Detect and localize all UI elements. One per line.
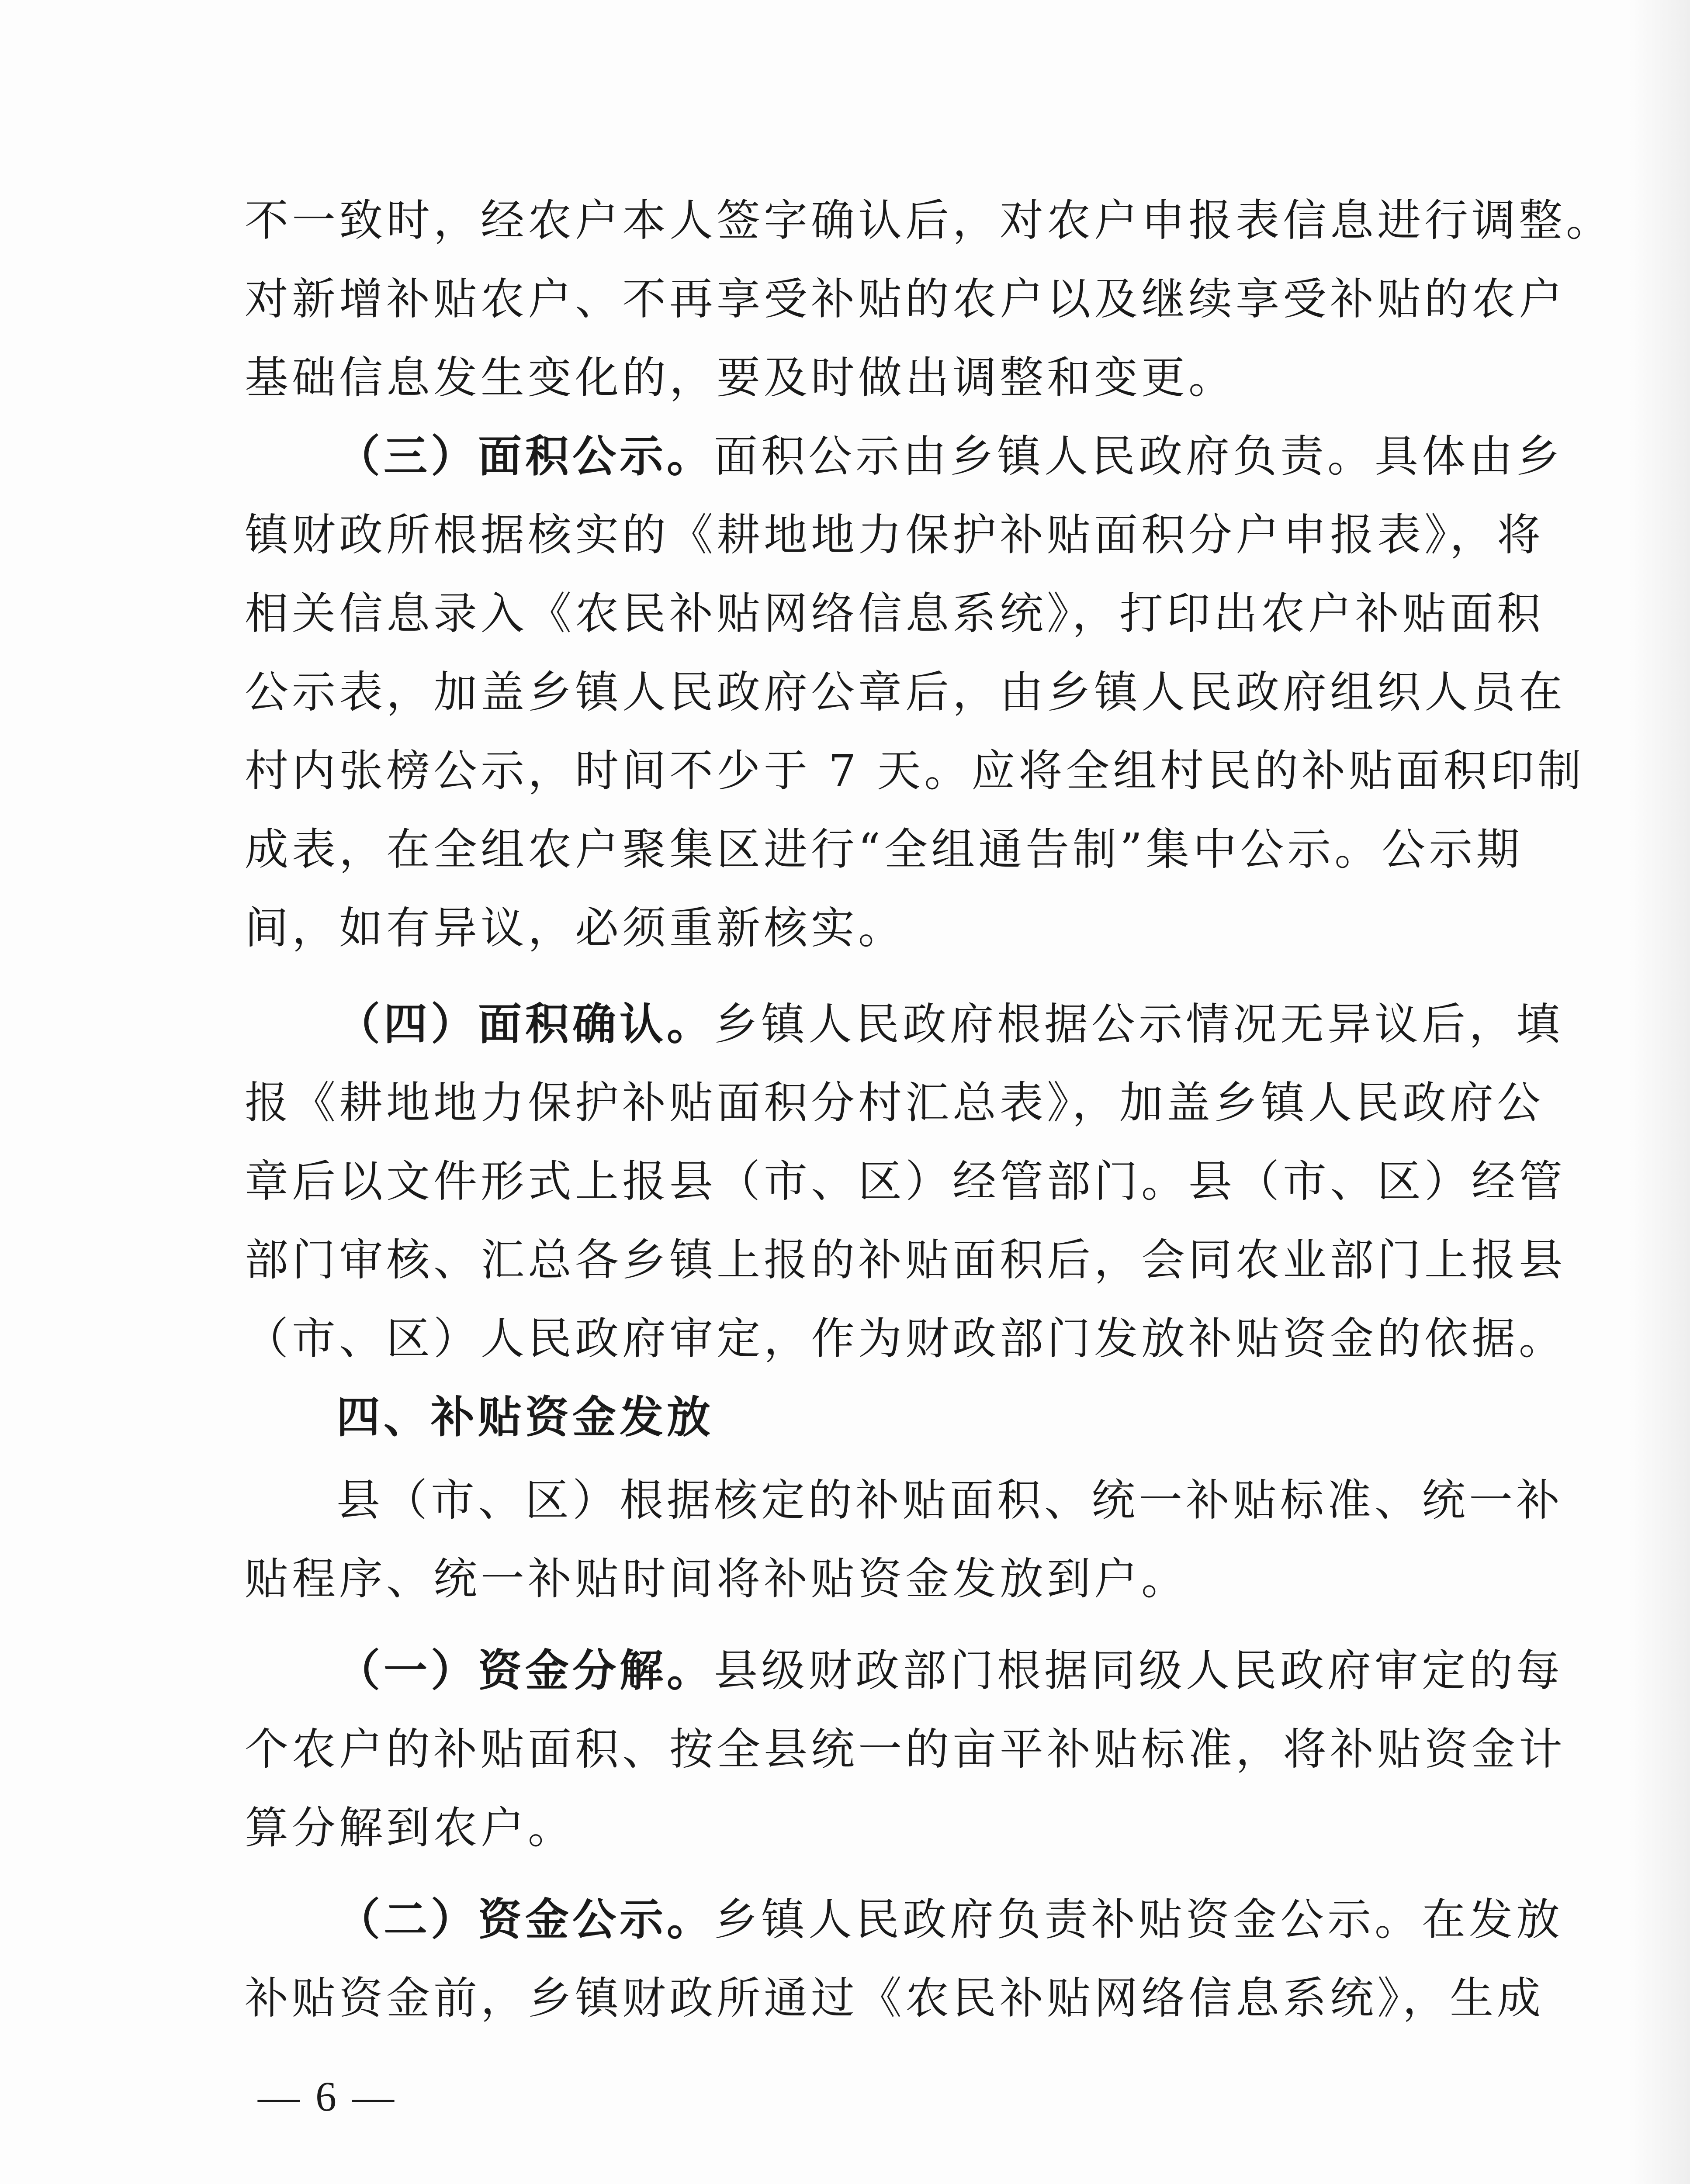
- scan-edge-shadow: [1629, 0, 1690, 2184]
- section-line: （四）面积确认。乡镇人民政府根据公示情况无异议后，填: [336, 999, 1563, 1050]
- text-line: 章后以文件形式上报县（市、区）经管部门。县（市、区）经管: [245, 1156, 1566, 1207]
- text-line: 算分解到农户。: [245, 1802, 575, 1853]
- section-line: （二）资金公示。乡镇人民政府负责补贴资金公示。在发放: [336, 1894, 1563, 1945]
- text-line: 公示表，加盖乡镇人民政府公章后，由乡镇人民政府组织人员在: [245, 667, 1566, 718]
- text-line: 间，如有异议，必须重新核实。: [245, 902, 905, 954]
- page-number: — 6 —: [258, 2073, 397, 2120]
- section-heading: （一）资金分解。: [336, 1645, 714, 1696]
- text-line: 县（市、区）根据核定的补贴面积、统一补贴标准、统一补: [336, 1475, 1563, 1526]
- section-line: （一）资金分解。县级财政部门根据同级人民政府审定的每: [336, 1645, 1563, 1696]
- text-line: 成表，在全组农户聚集区进行“全组通告制”集中公示。公示期: [245, 824, 1524, 875]
- section-line: （三）面积公示。面积公示由乡镇人民政府负责。具体由乡: [336, 431, 1563, 482]
- text-line: 基础信息发生变化的，要及时做出调整和变更。: [245, 352, 1236, 403]
- text-line: 镇财政所根据核实的《耕地地力保护补贴面积分户申报表》，将: [245, 509, 1544, 560]
- text-line: 贴程序、统一补贴时间将补贴资金发放到户。: [245, 1553, 1188, 1604]
- text-line: 村内张榜公示，时间不少于 7 天。应将全组村民的补贴面积印制: [245, 745, 1585, 796]
- text-line: 相关信息录入《农民补贴网络信息系统》，打印出农户补贴面积: [245, 588, 1544, 639]
- section-heading: （四）面积确认。: [336, 999, 714, 1050]
- text-line: （市、区）人民政府审定，作为财政部门发放补贴资金的依据。: [245, 1313, 1566, 1364]
- section-heading: （三）面积公示。: [336, 431, 714, 482]
- text-line: 对新增补贴农户、不再享受补贴的农户以及继续享受补贴的农户: [245, 273, 1566, 325]
- chapter-heading: 四、补贴资金发放: [336, 1392, 714, 1443]
- text-line: 补贴资金前，乡镇财政所通过《农民补贴网络信息系统》，生成: [245, 1973, 1544, 2024]
- text-line: 个农户的补贴面积、按全县统一的亩平补贴标准，将补贴资金计: [245, 1724, 1566, 1775]
- section-heading: （二）资金公示。: [336, 1894, 714, 1945]
- text-line: 部门审核、汇总各乡镇上报的补贴面积后，会同农业部门上报县: [245, 1234, 1566, 1286]
- text-line: 报《耕地地力保护补贴面积分村汇总表》，加盖乡镇人民政府公: [245, 1077, 1544, 1128]
- text-line: 不一致时，经农户本人签字确认后，对农户申报表信息进行调整。: [245, 195, 1613, 246]
